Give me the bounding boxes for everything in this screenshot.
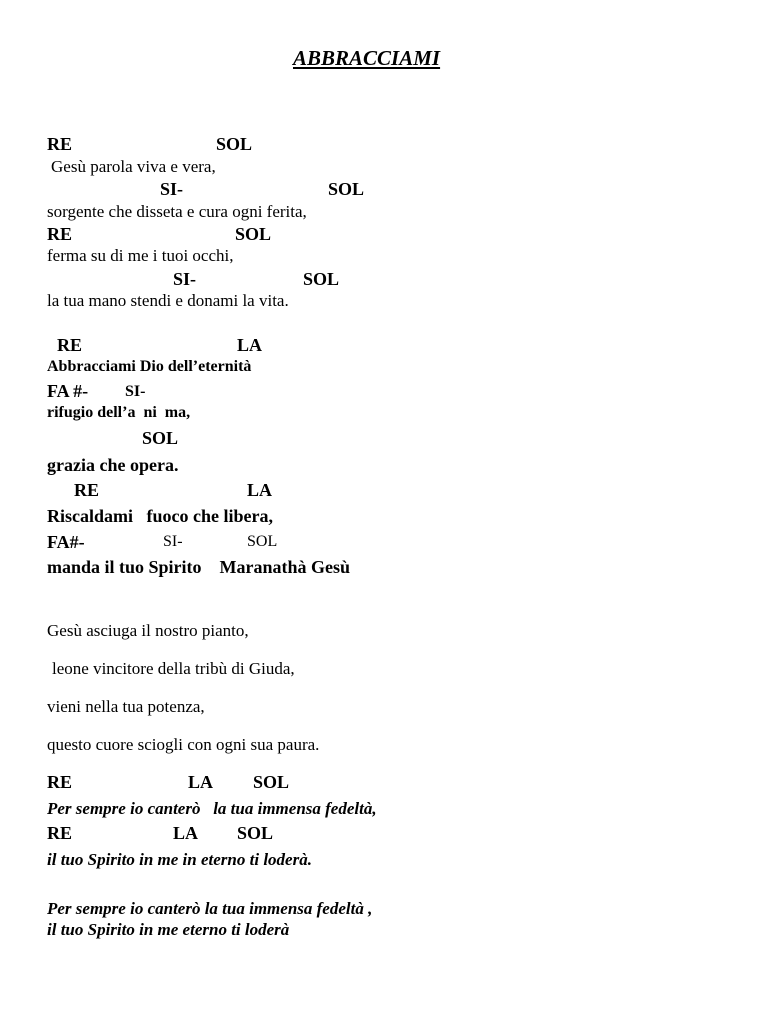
verse2-line-3: vieni nella tua potenza, <box>47 697 205 716</box>
chord-sol: SOL <box>253 772 290 792</box>
chord-re: RE <box>47 224 73 244</box>
verse1-line-1: Gesù parola viva e vera, <box>51 157 216 176</box>
verse1-line-3: ferma su di me i tuoi occhi, <box>47 246 234 265</box>
verse2-line-2: leone vincitore della tribù di Giuda, <box>52 659 295 678</box>
chord-sol: SOL <box>142 428 179 448</box>
song-title: ABBRACCIAMI <box>293 46 441 70</box>
chord-si-minor: SI- <box>173 269 197 289</box>
chord-sol: SOL <box>328 179 365 199</box>
chord-sol: SOL <box>247 533 278 550</box>
verse2-line-4: questo cuore sciogli con ogni sua paura. <box>47 735 320 754</box>
chord-re: RE <box>57 335 83 355</box>
chord-si-minor: SI- <box>125 383 146 400</box>
chord-la: LA <box>188 772 214 792</box>
verse1-line-2: sorgente che disseta e cura ogni ferita, <box>47 202 307 221</box>
chord-sol: SOL <box>235 224 272 244</box>
chorus-line-4: Riscaldami fuoco che libera, <box>47 506 273 526</box>
chord-fa-sharp-minor: FA #- <box>47 381 89 401</box>
chord-sol: SOL <box>216 134 253 154</box>
ending-line-2: il tuo Spirito in me eterno ti loderà <box>47 920 290 939</box>
chord-la: LA <box>247 480 273 500</box>
verse1-line-4: la tua mano stendi e donami la vita. <box>47 291 289 310</box>
verse2-line-1: Gesù asciuga il nostro pianto, <box>47 621 249 640</box>
chord-sol: SOL <box>237 823 274 843</box>
chorus-line-3: grazia che opera. <box>47 455 179 475</box>
chord-la: LA <box>173 823 199 843</box>
chord-re: RE <box>74 480 100 500</box>
chord-re: RE <box>47 134 73 154</box>
chorus-line-5: manda il tuo Spirito Maranathà Gesù <box>47 557 351 577</box>
chord-si-minor: SI- <box>163 533 183 550</box>
bridge-line-2: il tuo Spirito in me in eterno ti loderà. <box>47 850 312 869</box>
chorus-line-1: Abbracciami Dio dell’eternità <box>47 358 252 375</box>
chorus-line-2: rifugio dell’a ni ma, <box>47 404 191 421</box>
chord-si-minor: SI- <box>160 179 184 199</box>
ending-line-1: Per sempre io canterò la tua immensa fedeltà , <box>47 899 373 918</box>
chord-sol: SOL <box>303 269 340 289</box>
chord-re: RE <box>47 823 73 843</box>
chord-fa-sharp-minor: FA#- <box>47 532 85 552</box>
chord-re: RE <box>47 772 73 792</box>
bridge-line-1: Per sempre io canterò la tua immensa fedeltà, <box>47 799 377 818</box>
chord-la: LA <box>237 335 263 355</box>
